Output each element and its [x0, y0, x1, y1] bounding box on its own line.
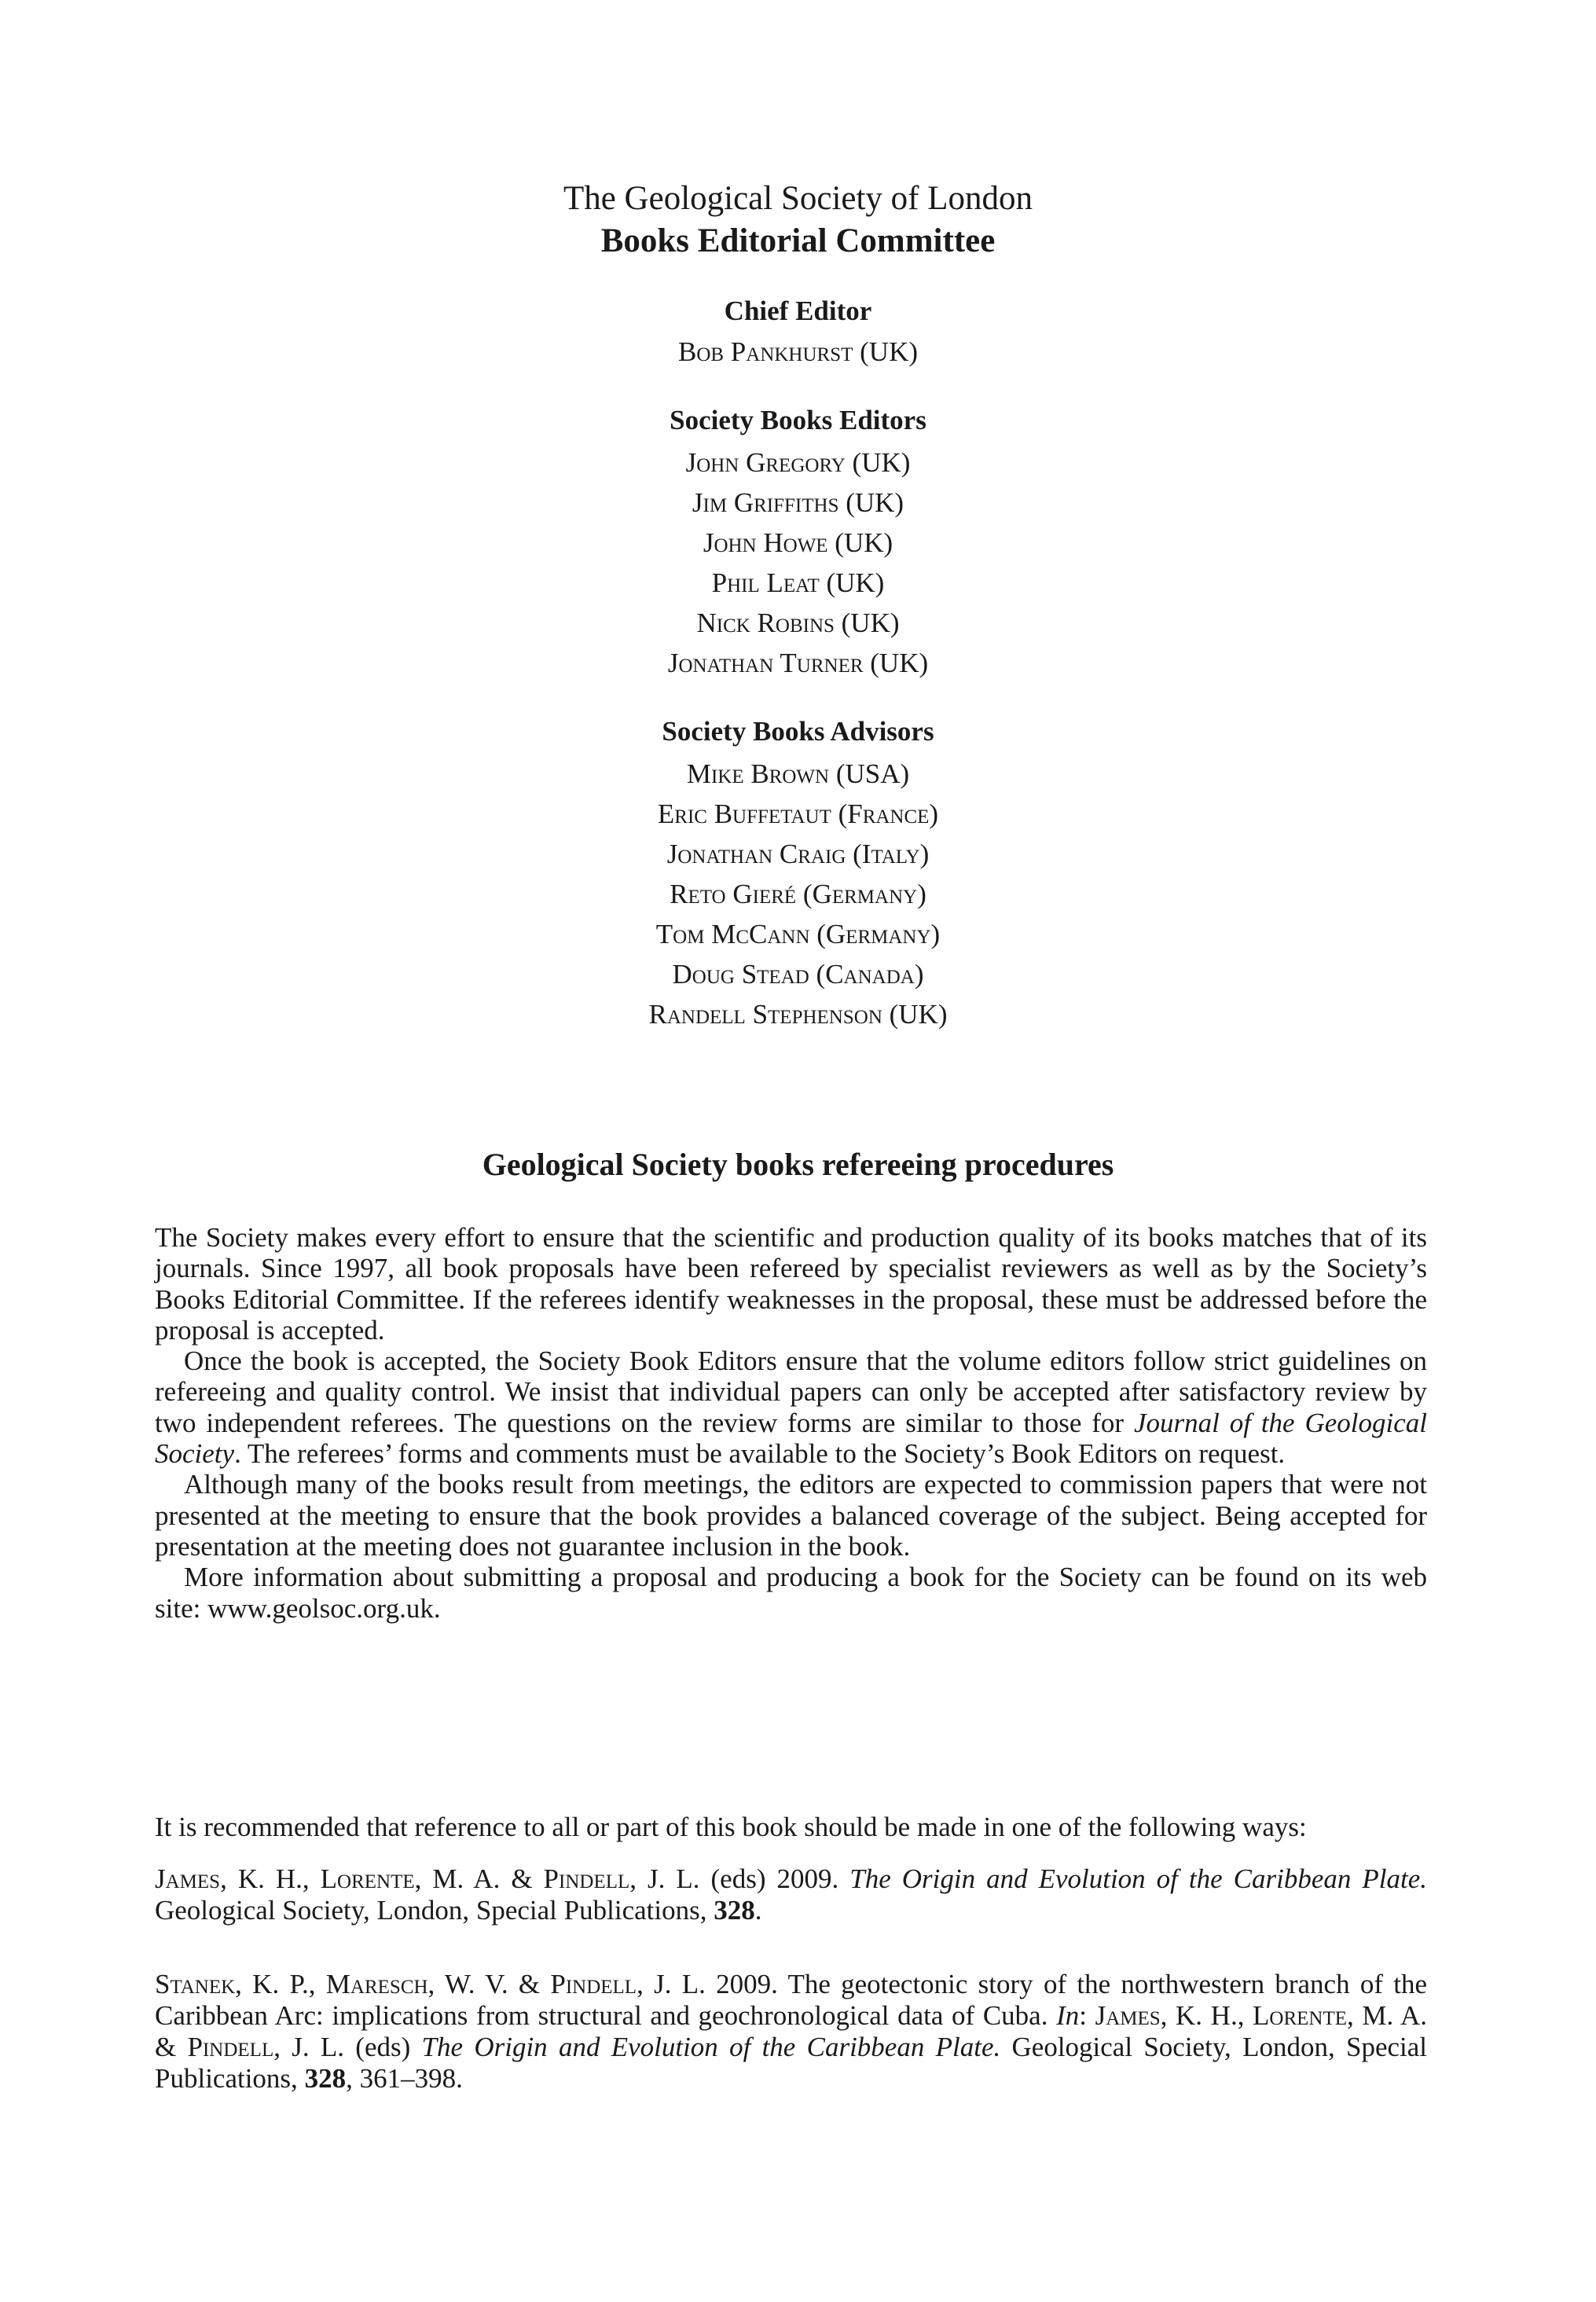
advisor-name: Eric Buffetaut (France) — [657, 799, 939, 829]
chief-editor-name: Bob Pankhurst (UK) — [677, 336, 919, 367]
procedures-heading: Geological Society books refereeing procedures — [482, 1147, 1114, 1182]
ref2-eds: (eds) — [344, 2032, 422, 2062]
editor-name: John Gregory (UK) — [685, 447, 911, 478]
citation-reference-chapter — [155, 1969, 1427, 2095]
ref2-pages: , 361–398. — [346, 2063, 463, 2094]
society-books-advisors-list — [0, 754, 1596, 1034]
ref1-publisher: Geological Society, London, Special Publications, — [155, 1895, 714, 1926]
paragraph-2-text-a: Once the book is accepted, the Society Book Editors ensure that the volume editors follow strict guidelines on refereeing and quality control. We insist that individual papers can only be accepted after satisfactory review by two independent referees. The questions on the review forms are similar to those for — [155, 1346, 1427, 1438]
ref2-volume: 328 — [304, 2063, 347, 2094]
advisor-name: Mike Brown (USA) — [686, 758, 910, 789]
chief-editor-list — [0, 332, 1596, 372]
committee-section — [0, 178, 1596, 1034]
ref1-volume: 328 — [714, 1895, 755, 1926]
ref1-end: . — [754, 1895, 762, 1926]
society-books-editors-heading: Society Books Editors — [670, 405, 926, 435]
ref2-editors: James, K. H., Lorente, M. A. & Pindell, J. L. — [155, 2000, 1427, 2062]
procedures-paragraph-3: Although many of the books result from meetings, the editors are expected to commission papers that were not presented at the meeting to ensure that the book provides a balanced coverage of the subject. Being accepted for presentation at the meeting does not guarantee inclusion in the book. — [155, 1469, 1427, 1562]
society-books-editors-list — [0, 442, 1596, 683]
editor-name: Nick Robins (UK) — [696, 608, 900, 638]
ref1-title: The Origin and Evolution of the Caribbean Plate. — [849, 1863, 1427, 1894]
paragraph-2-text-b: . The referees’ forms and comments must be available to the Society’s Book Editors on request. — [234, 1438, 1286, 1470]
citation-reference-book — [155, 1863, 1427, 1926]
ref2-year-title: 2009. The geotectonic story of the northwestern branch of the Caribbean Arc: implications from structural and geochronological data of Cuba. — [155, 1969, 1427, 2031]
committee-title: Books Editorial Committee — [600, 222, 996, 259]
procedures-paragraph-2 — [155, 1346, 1427, 1469]
ref2-in-label: In — [1056, 2000, 1080, 2031]
editor-name: Phil Leat (UK) — [711, 567, 885, 598]
ref2-authors: Stanek, K. P., Maresch, W. V. & Pindell, J. L. — [155, 1969, 706, 1999]
ref2-colon: : — [1079, 2000, 1095, 2031]
citation-intro: It is recommended that reference to all or part of this book should be made in one of the following ways: — [155, 1812, 1307, 1842]
procedures-body — [155, 1222, 1427, 1624]
advisor-name: Jonathan Craig (Italy) — [666, 839, 930, 869]
society-books-advisors-heading: Society Books Advisors — [662, 716, 934, 747]
chief-editor-heading: Chief Editor — [724, 296, 872, 326]
editor-name: Jim Griffiths (UK) — [692, 487, 904, 518]
advisor-name: Randell Stephenson (UK) — [648, 999, 948, 1030]
organization-name: The Geological Society of London — [563, 180, 1033, 217]
advisor-name: Reto Gieré (Germany) — [670, 879, 926, 909]
procedures-paragraph-4: More information about submitting a proposal and producing a book for the Society can be found on its web site: www.geolsoc.org.uk. — [155, 1562, 1427, 1624]
ref1-authors: James, K. H., Lorente, M. A. & Pindell, J. L. — [155, 1863, 700, 1894]
advisor-name: Doug Stead (Canada) — [672, 959, 924, 989]
editor-name: John Howe (UK) — [703, 527, 893, 558]
ref1-year: (eds) 2009. — [699, 1863, 850, 1894]
advisor-name: Tom McCann (Germany) — [655, 919, 941, 949]
editor-name: Jonathan Turner (UK) — [667, 648, 929, 678]
procedures-paragraph-1: The Society makes every effort to ensure that the scientific and production quality of its books matches that of its journals. Since 1997, all book proposals have been refereed by specialist reviewers as well as by the Society’s Books Editorial Committee. If the referees identify weaknesses in the proposal, these must be addressed before the proposal is accepted. — [155, 1222, 1427, 1346]
journal-title: Journal of the Geological Society — [155, 1407, 1427, 1470]
ref2-publisher: Geological Society, London, Special Publications, — [155, 2032, 1427, 2094]
ref2-book-title: The Origin and Evolution of the Caribbean Plate. — [421, 2032, 1001, 2062]
